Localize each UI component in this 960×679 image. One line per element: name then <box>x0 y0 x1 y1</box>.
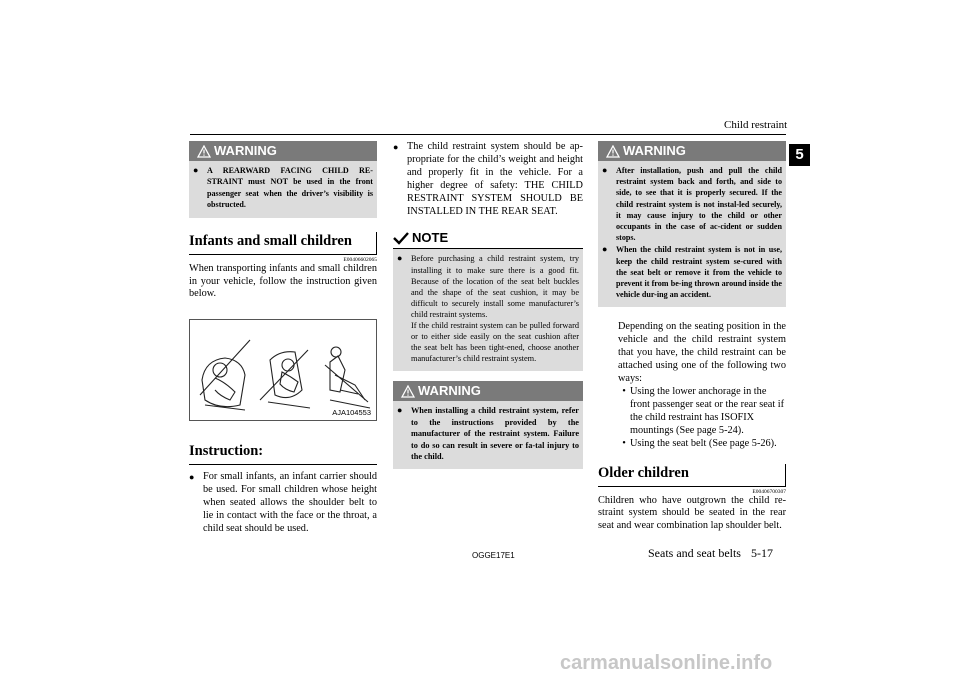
bullet-icon: ● <box>397 253 403 264</box>
section-heading: Instruction: <box>189 443 377 465</box>
header-rule <box>190 134 786 135</box>
check-icon <box>393 231 409 245</box>
column-left <box>189 141 377 536</box>
chapter-tab: 5 <box>789 144 810 166</box>
note-label: NOTE <box>412 230 449 246</box>
bullet-icon: ● <box>189 472 195 483</box>
running-header: Child restraint <box>724 119 788 131</box>
page-number: 5-17 <box>751 546 773 560</box>
note-header <box>393 228 583 249</box>
warning-header <box>189 141 377 161</box>
warning-item: ● After installation, push and pull the child restraint system back and forth, and side to side, to see that it is properly secured. If the child restraint system is not instal-led securely, it may cause injury to the child or other occupants in the case of ac-cident or sudden stops. <box>602 165 782 243</box>
section-text: Children who have outgrown the child re-straint system should be seated in the rear seat and wear combination lap shoulder belt. <box>598 494 786 532</box>
column-middle <box>393 141 583 469</box>
section-code: E00406602065 <box>343 256 377 263</box>
note-box <box>393 228 583 371</box>
warning-triangle-icon <box>197 145 211 158</box>
warning-header <box>393 381 583 401</box>
illustration <box>189 319 377 421</box>
child-seat-illustration <box>190 320 376 420</box>
footer-section: Seats and seat belts <box>648 546 741 560</box>
bullet-icon: ● <box>193 165 199 175</box>
section-code: E00406700307 <box>752 488 786 495</box>
warning-header <box>598 141 786 161</box>
watermark: carmanualsonline.info <box>560 652 773 674</box>
figure-label: AJA104553 <box>332 408 371 418</box>
instruction-item: ● For small infants, an infant carrier should be used. For small children whose height when seated allows the shoulder belt to lie in contact with the face or the throat, a child seat should be used. <box>189 471 377 534</box>
rear-seat-item: ● The child restraint system should be ap-propriate for the child’s weight and height and properly fit in the vehicle. For a higher degree of safety: THE CHILD RESTRAINT SYSTEM SHOULD BE INSTALLED IN THE REAR SEAT. <box>393 141 583 217</box>
warning-item: ● When the child restraint system is not in use, keep the child restraint system se-cured with the seat belt or remove it from the vehicle to prevent it from be-ing thrown around inside the vehicle dur-ing an accident. <box>602 244 782 300</box>
section-text: When transporting infants and small children in your vehicle, follow the instruction given below. <box>189 262 377 300</box>
bullet-icon: ● <box>602 165 608 175</box>
note-item: ● Before purchasing a child restraint system, try installing it to make sure there is a good fit. Because of the location of the seat belt buckles and the shape of the seat cushion, it may be difficult to securely install some manufacturer’s child restraint systems. If the child restraint system can be pulled forward or to either side easily on the seat cushion after the seat belt has been tight-ened, choose another manufacturer’s child restraint system. <box>397 253 579 364</box>
warning-item: ● A REARWARD FACING CHILD RE-STRAINT must NOT be used in the front passenger seat when the driver’s visibility is obstructed. <box>193 165 373 210</box>
column-right <box>598 141 786 533</box>
warning-label: WARNING <box>623 143 686 158</box>
section-heading: Older children <box>598 465 786 487</box>
warning-box <box>189 141 377 218</box>
way-item: • Using the lower anchorage in the front passenger seat or the rear seat if the child restraint has ISOFIX mountings (See page 5-24). <box>622 385 785 436</box>
warning-item: ● When installing a child restraint system, refer to the instructions provided by the manufacturer of the restraint system. Failure to do so can result in severe or fa-tal injury to the child. <box>397 405 579 461</box>
warning-box <box>598 141 786 307</box>
warning-label: WARNING <box>214 143 277 158</box>
intro-text: Depending on the seating position in the vehicle and the child restraint system that you have, the child restraint can be attached using one of the following two ways: <box>618 321 786 385</box>
warning-triangle-icon <box>606 145 620 158</box>
document-code: OGGE17E1 <box>472 551 515 560</box>
warning-label: WARNING <box>418 383 481 399</box>
way-item: • Using the seat belt (See page 5-26). <box>622 437 777 449</box>
warning-triangle-icon <box>401 385 415 398</box>
warning-box <box>393 381 583 469</box>
bullet-icon: ● <box>602 244 608 255</box>
bullet-icon: ● <box>397 405 403 416</box>
bullet-icon: ● <box>393 142 399 152</box>
section-heading: Infants and small children <box>189 233 377 255</box>
